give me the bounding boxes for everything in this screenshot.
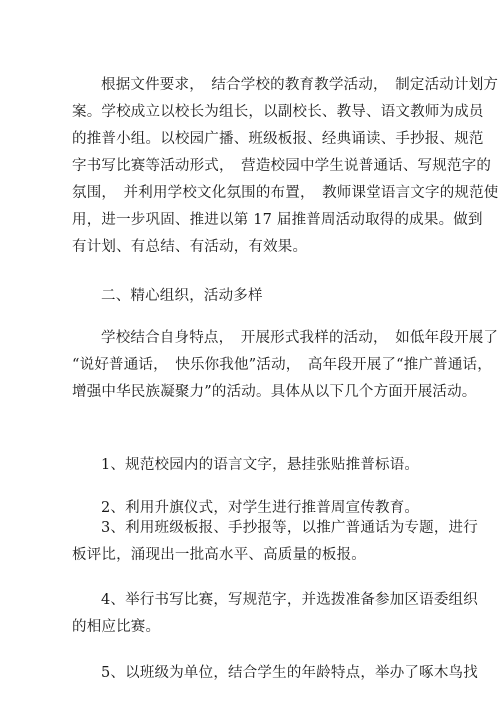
text-line: 4、举行书写比赛，写规范字，并选拨准备参加区语委组织 <box>101 592 478 608</box>
text-line: 字书写比赛等活动形式， 营造校园中学生说普通话、写规范字的 <box>72 158 492 174</box>
list-item-3 <box>72 515 478 569</box>
list-item-4 <box>72 587 478 641</box>
list-item-1 <box>72 452 432 479</box>
text-line: 1、规范校园内的语言文字，悬挂张贴推普标语。 <box>101 457 420 473</box>
text-line: 3、利用班级板报、手抄报等，以推广普通话为专题，进行 <box>101 520 478 536</box>
text-line: 的推普小组。以校园广播、班级板报、经典诵读、手抄报、规范 <box>72 131 484 147</box>
text-line: 5、以班级为单位，结合学生的年龄特点，举办了啄木鸟找 <box>101 665 478 681</box>
section-heading-text: 二、精心组织，活动多样 <box>101 288 263 304</box>
text-line: 的相应比赛。 <box>72 619 161 635</box>
text-line: 用，进一步巩固、推进以第 17 届推普周活动取得的成果。做到 <box>72 212 483 228</box>
text-line: 案。学校成立以校长为组长，以副校长、教导、语文教师为成员 <box>72 104 484 120</box>
text-line: “说好普通话， 快乐你我他”活动， 高年段开展了“推广普通话， <box>72 357 492 373</box>
list-item-5 <box>72 660 478 687</box>
text-line: 板评比，涌现出一批高水平、高质量的板报。 <box>72 547 366 563</box>
text-line: 有计划、有总结、有活动，有效果。 <box>72 239 308 255</box>
text-line: 根据文件要求， 结合学校的教育教学活动， 制定活动计划方 <box>101 77 499 93</box>
text-line: 2、利用升旗仪式，对学生进行推普周宣传教育。 <box>101 500 420 516</box>
text-line: 氛围， 并利用学校文化氛围的布置， 教师课堂语言文字的规范使 <box>72 185 499 201</box>
paragraph-activity-plan <box>72 72 499 261</box>
paragraph-activities-intro <box>72 325 499 406</box>
text-line: 学校结合自身特点， 开展形式我样的活动， 如低年段开展了 <box>101 330 499 346</box>
text-line: 增强中华民族凝聚力”的活动。具体从以下几个方面开展活动。 <box>72 384 477 400</box>
section-heading <box>72 283 432 310</box>
